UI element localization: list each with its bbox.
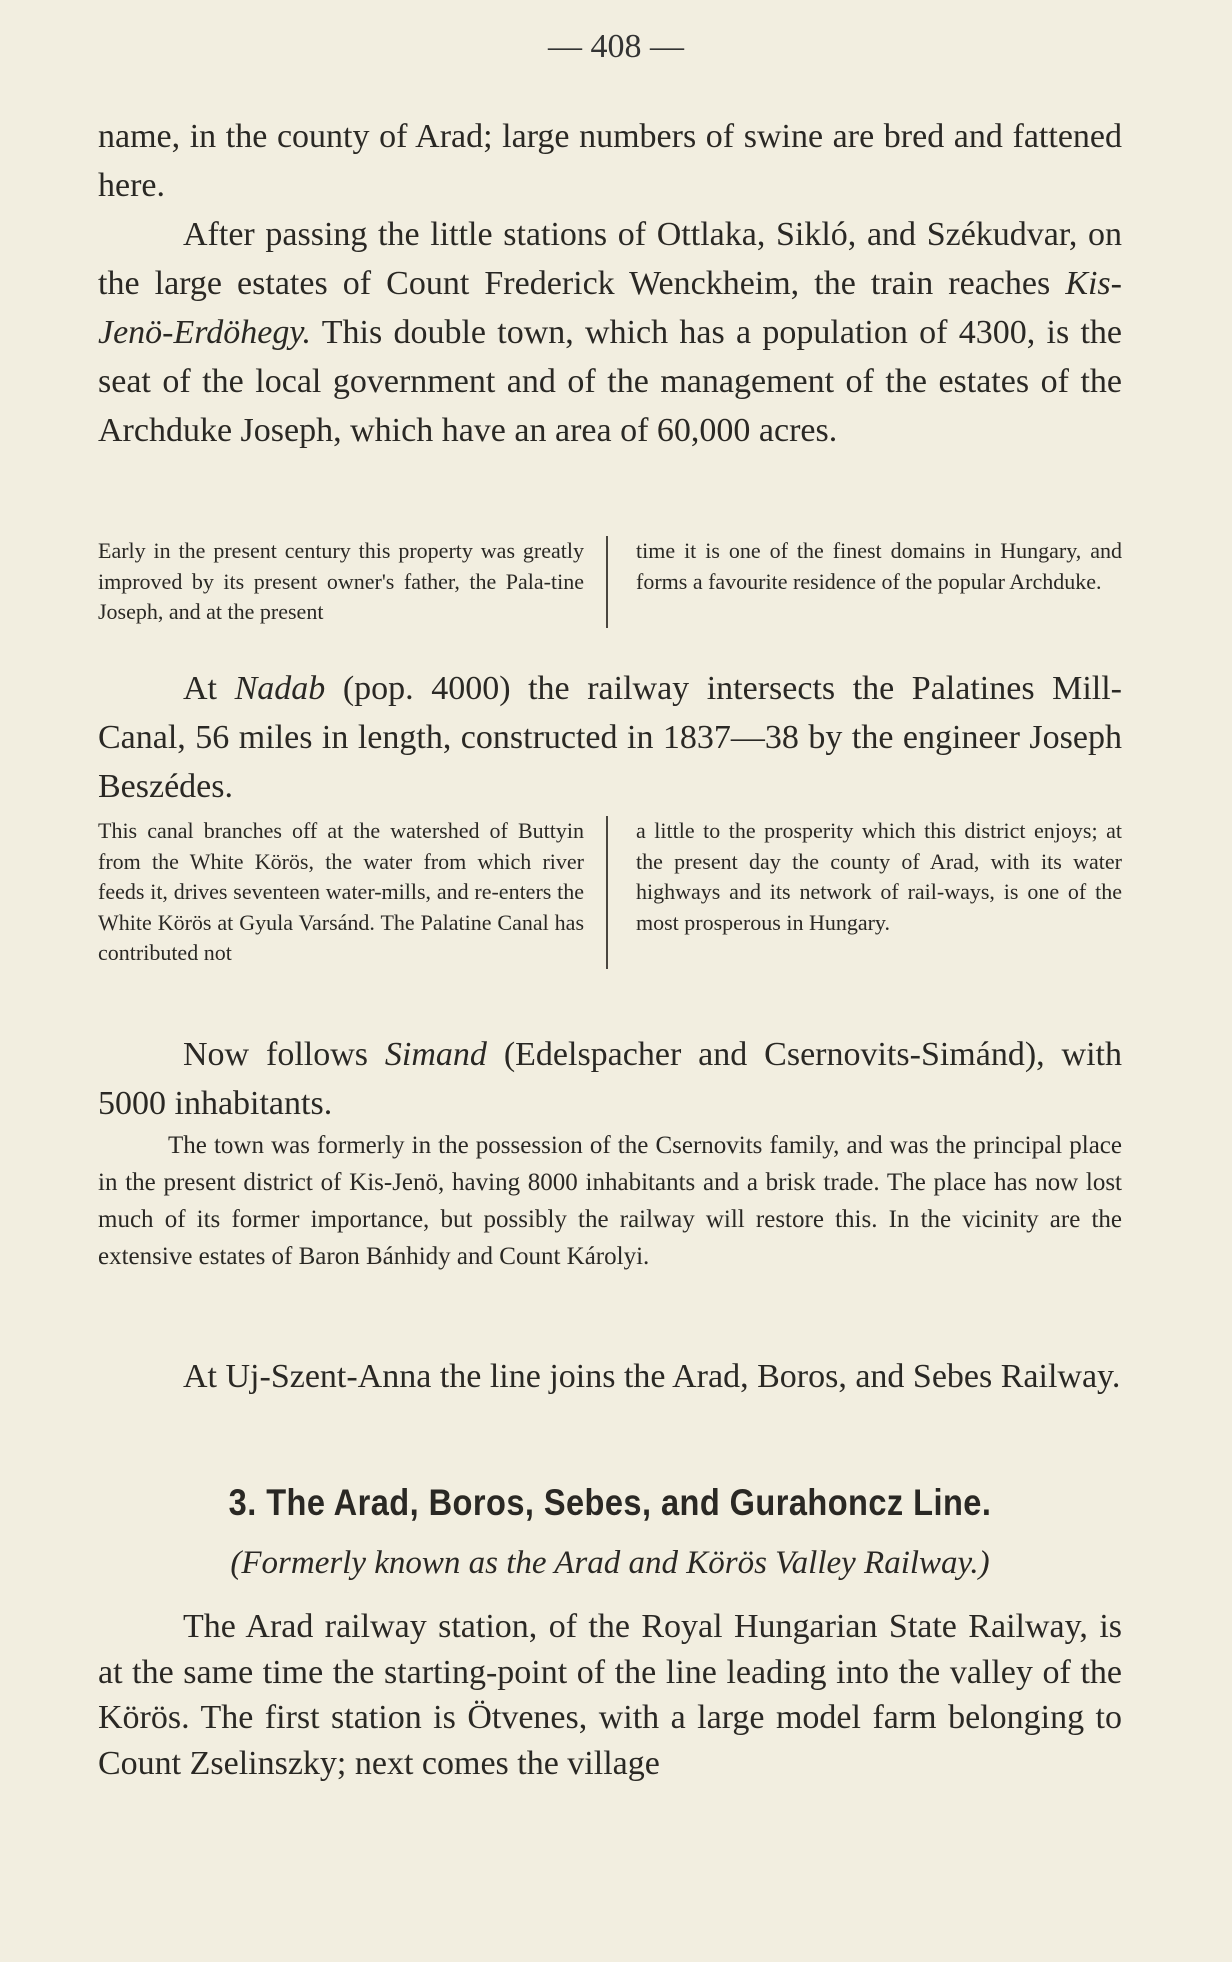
section-subheading: (Formerly known as the Arad and Körös Valley Railway.) <box>230 1545 990 1581</box>
place-name: Kis-Jenö-Erdöhegy. <box>98 265 1122 351</box>
paragraph-uj-szent-anna <box>98 1352 1122 1401</box>
paragraph-simand <box>98 1030 1122 1128</box>
place-name: Simand <box>384 1036 487 1073</box>
footnote-right-column: a little to the prosperity which this district enjoys; at the present day the county of Arad, with its water highways and its network of rail-ways, is one of the most prosperous in Hungary. <box>636 818 1122 935</box>
paragraph-nadab <box>98 664 1122 811</box>
paragraph-text <box>98 664 1122 811</box>
text-span: After passing the little stations of Ottlaka, Sikló, and Székudvar, on the large estates of Count Frederick Wenckheim, the train reaches <box>98 216 1122 302</box>
place-name: Nadab <box>234 670 326 707</box>
paragraph-text: The Arad railway station, of the Royal Hungarian State Railway, is at the same time the starting-point of the line leading into the valley of the Körös. The first station is Ötvenes, with a large model farm belonging to Count Zselinszky; next comes the village <box>98 1608 1122 1782</box>
section-heading: 3. The Arad, Boros, Sebes, and Gurahoncz Line. <box>228 1482 992 1523</box>
footnote-canal <box>98 816 1122 969</box>
text-span: Now follows <box>183 1036 385 1073</box>
text-span: At <box>183 670 235 707</box>
page-number: — 408 — <box>548 28 684 65</box>
paragraph-text: name, in the county of Arad; large numbers of swine are bred and fattened here. <box>98 118 1122 204</box>
footnote-right-column: time it is one of the finest domains in Hungary, and forms a favourite residence of the popular Archduke. <box>636 538 1122 594</box>
paragraph-kis-jeno <box>98 210 1122 455</box>
paragraph-swine <box>98 112 1122 210</box>
paragraph-arad-station <box>98 1604 1122 1786</box>
paragraph-csernovits <box>98 1127 1122 1275</box>
paragraph-text: The town was formerly in the possession of the Csernovits family, and was the principal place in the present district of Kis-Jenö, having 8000 inhabitants and a brisk trade. The place has now lost much of its former importance, but possibly the railway will restore this. In the vicinity are the extensive estates of Baron Bánhidy and Count Károlyi. <box>98 1132 1122 1270</box>
footnote-left-column: Early in the present century this property was greatly improved by its present owner's father, the Pala-tine Joseph, and at the present <box>98 536 608 628</box>
paragraph-text <box>98 210 1122 455</box>
footnote-left-column: This canal branches off at the watershed of Buttyin from the White Körös, the water from which river feeds it, drives seventeen water-mills, and re-enters the White Körös at Gyula Varsánd. The Palatine Canal has contributed not <box>98 816 608 969</box>
text-span: (Edelspacher and Csernovits-Simánd), with 5000 inhabitants. <box>98 1036 1123 1122</box>
text-span: (pop. 4000) the railway intersects the Palatines Mill-Canal, 56 miles in length, constructed in 1837—38 by the engineer Joseph Beszédes. <box>98 670 1123 805</box>
paragraph-text <box>98 1030 1122 1128</box>
paragraph-text: At Uj-Szent-Anna the line joins the Arad, Boros, and Sebes Railway. <box>183 1358 1121 1395</box>
text-span: This double town, which has a population of 4300, is the seat of the local government and of the management of the estates of the Archduke Joseph, which have an area of 60,000 acres. <box>98 314 1122 449</box>
footnote-archduke <box>98 536 1122 628</box>
